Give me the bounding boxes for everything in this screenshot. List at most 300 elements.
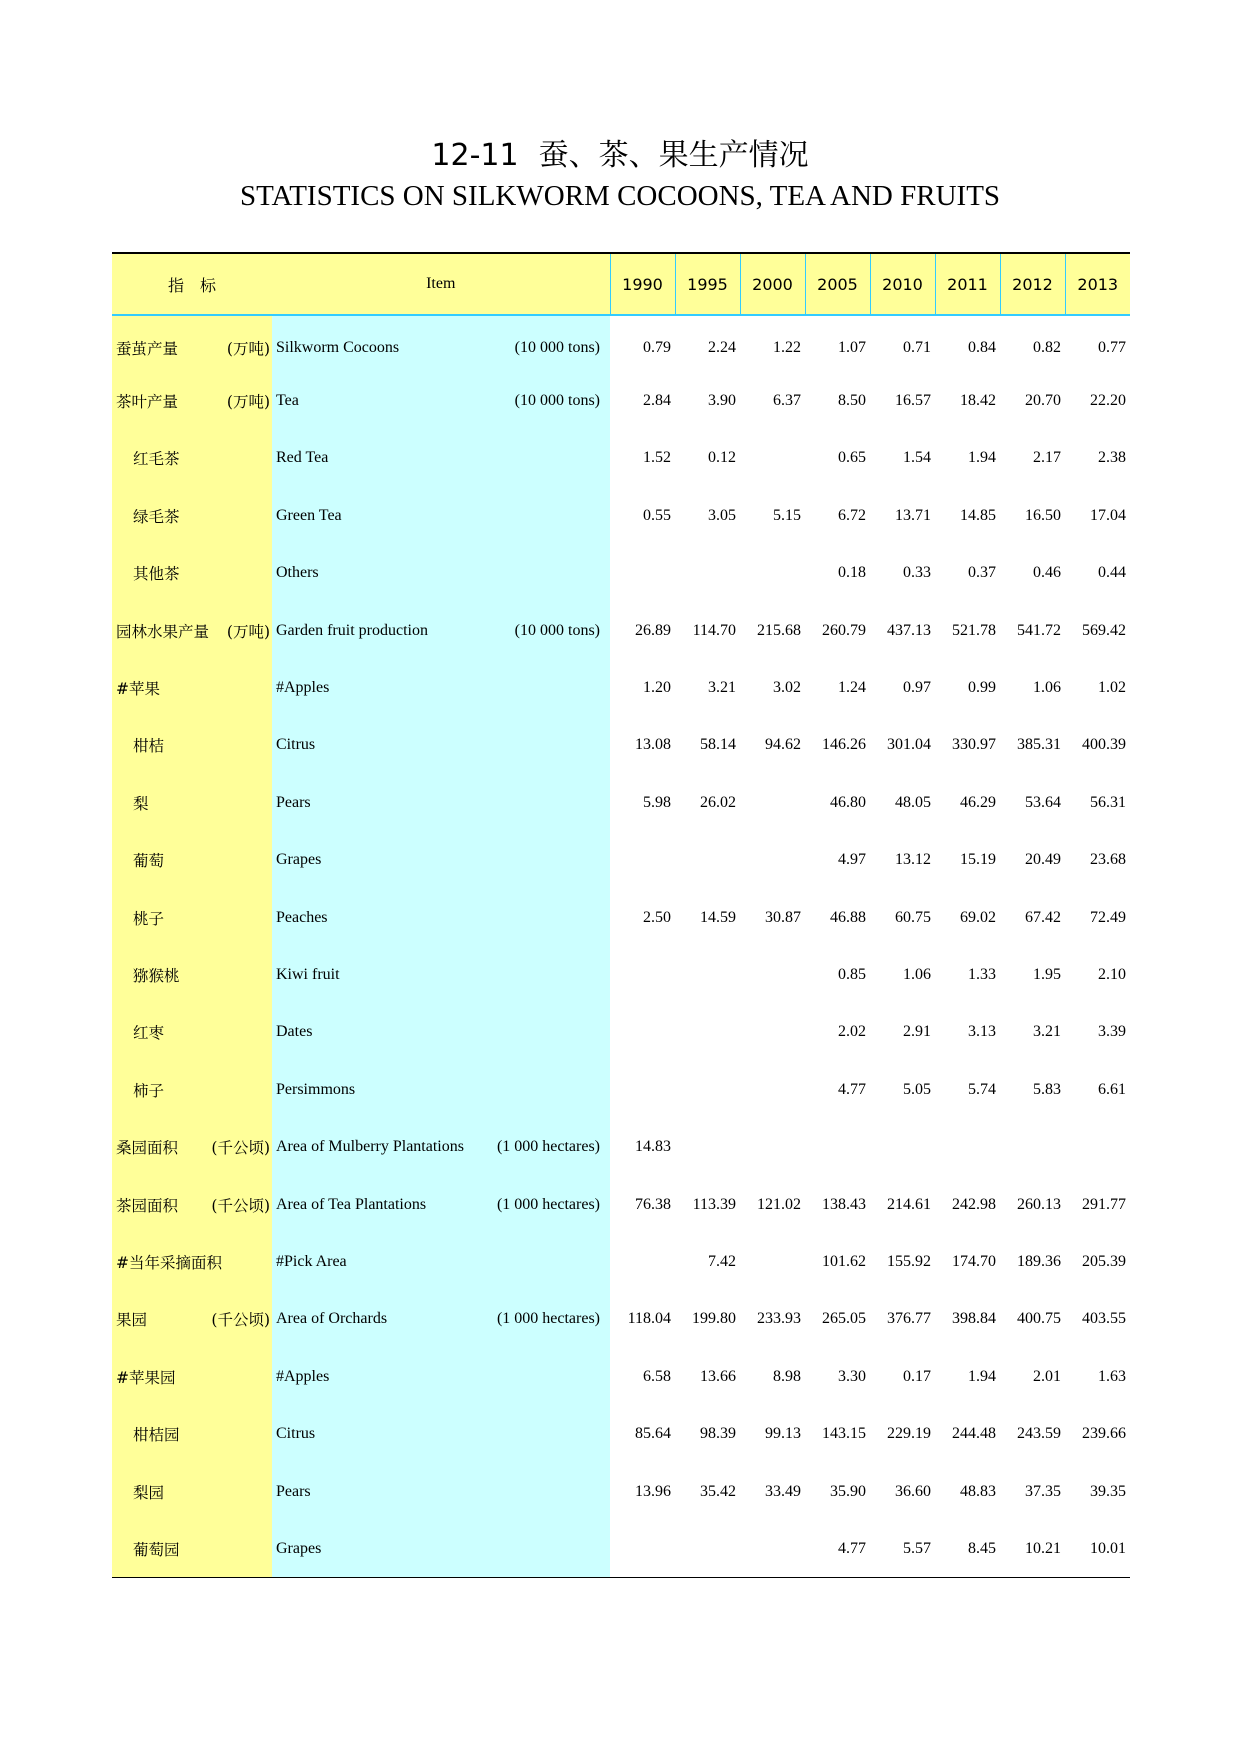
value-cell: 118.04	[627, 1310, 671, 1328]
table-row	[112, 545, 1130, 602]
value-cell: 2.84	[643, 392, 671, 410]
header-item: Item	[272, 253, 610, 315]
value-cell	[675, 1118, 740, 1175]
value-cell: 239.66	[1082, 1425, 1126, 1443]
indicator-zh-label: 其他茶	[133, 565, 180, 584]
value-cell: 2.10	[1098, 965, 1126, 983]
value-cell: 5.98	[643, 793, 671, 811]
value-cell: 541.72	[1017, 621, 1061, 639]
indicator-zh-label: 茶叶产量	[116, 393, 179, 412]
item-en-cell	[272, 1004, 610, 1061]
value-cell: 1.22	[773, 338, 801, 356]
value-cell: 0.44	[1098, 564, 1126, 582]
indicator-zh-cell	[112, 832, 272, 889]
value-cell	[675, 1061, 740, 1118]
item-en-unit: (10 000 tons)	[514, 621, 600, 639]
table-row	[112, 717, 1130, 774]
indicator-zh-unit: (千公顷)	[211, 1139, 270, 1158]
value-cell: 10.01	[1065, 1520, 1130, 1577]
indicator-zh-cell	[112, 315, 272, 372]
table-row	[112, 1061, 1130, 1118]
value-cell	[740, 430, 805, 487]
value-cell	[740, 1061, 805, 1118]
item-en-label: Area of Orchards	[276, 1310, 388, 1328]
value-cell: 260.13	[1017, 1195, 1061, 1213]
value-cell: 13.12	[895, 851, 931, 869]
value-cell: 48.83	[960, 1482, 996, 1500]
value-cell	[610, 1004, 675, 1061]
value-cell: 0.71	[903, 338, 931, 356]
value-cell: 1.06	[903, 965, 931, 983]
indicator-zh-cell	[112, 372, 272, 429]
value-cell: 0.18	[838, 564, 866, 582]
value-cell: 8.45	[935, 1520, 1000, 1577]
value-cell: 53.64	[1025, 793, 1061, 811]
header-year: 1995	[675, 253, 740, 315]
value-cell: 67.42	[1025, 908, 1061, 926]
value-cell: 16.50	[1025, 506, 1061, 524]
value-cell: 0.82	[1033, 338, 1061, 356]
value-cell: 301.04	[887, 736, 931, 754]
value-cell: 244.48	[952, 1425, 996, 1443]
value-cell: 3.30	[838, 1367, 866, 1385]
indicator-zh-label: #当年采摘面积	[116, 1253, 222, 1272]
value-cell: 113.39	[692, 1195, 736, 1213]
value-cell: 3.02	[773, 679, 801, 697]
value-cell: 0.12	[708, 449, 736, 467]
table-row	[112, 1004, 1130, 1061]
value-cell: 18.42	[960, 392, 996, 410]
value-cell: 60.75	[895, 908, 931, 926]
value-cell: 2.38	[1098, 449, 1126, 467]
value-cell: 242.98	[952, 1195, 996, 1213]
table-row	[112, 372, 1130, 429]
item-en-cell	[272, 1176, 610, 1233]
item-en-label: Area of Tea Plantations	[276, 1195, 427, 1213]
value-cell: 114.70	[692, 621, 736, 639]
indicator-zh-label: 柑桔	[133, 737, 165, 756]
value-cell: 121.02	[757, 1195, 801, 1213]
value-cell: 13.71	[895, 506, 931, 524]
value-cell: 0.99	[968, 679, 996, 697]
item-en-label: #Pick Area	[276, 1252, 347, 1270]
table-row	[112, 1291, 1130, 1348]
value-cell: 155.92	[887, 1252, 931, 1270]
value-cell: 1.24	[838, 679, 866, 697]
table-row	[112, 487, 1130, 544]
item-en-cell	[272, 889, 610, 946]
value-cell	[610, 545, 675, 602]
value-cell	[675, 1520, 740, 1577]
value-cell: 30.87	[765, 908, 801, 926]
value-cell: 2.01	[1033, 1367, 1061, 1385]
value-cell: 35.90	[830, 1482, 866, 1500]
value-cell	[740, 545, 805, 602]
item-en-unit: (1 000 hectares)	[496, 1138, 600, 1156]
indicator-zh-label: #苹果	[116, 680, 160, 699]
item-en-cell	[272, 430, 610, 487]
value-cell: 8.98	[773, 1367, 801, 1385]
indicator-zh-label: 红毛茶	[133, 450, 180, 469]
indicator-zh-label: 葡萄园	[133, 1540, 180, 1559]
value-cell: 2.91	[903, 1023, 931, 1041]
indicator-zh-label: 猕猴桃	[133, 966, 180, 985]
item-en-label: Silkworm Cocoons	[276, 339, 400, 357]
value-cell: 4.77	[805, 1520, 870, 1577]
value-cell: 17.04	[1090, 506, 1126, 524]
indicator-zh-label: 柿子	[133, 1081, 165, 1100]
indicator-zh-cell	[112, 946, 272, 1003]
value-cell: 0.97	[903, 679, 931, 697]
value-cell	[610, 1061, 675, 1118]
item-en-label: Citrus	[276, 1425, 316, 1443]
header-year: 2013	[1065, 253, 1130, 315]
indicator-zh-cell	[112, 1405, 272, 1462]
indicator-zh-unit: (千公顷)	[211, 1196, 270, 1215]
value-cell	[740, 1233, 805, 1290]
value-cell: 23.68	[1090, 851, 1126, 869]
value-cell: 10.21	[1000, 1520, 1065, 1577]
item-en-label: Peaches	[276, 908, 328, 926]
value-cell: 1.20	[643, 679, 671, 697]
value-cell: 437.13	[887, 621, 931, 639]
table-row	[112, 1463, 1130, 1520]
indicator-zh-cell	[112, 1233, 272, 1290]
indicator-zh-cell	[112, 487, 272, 544]
value-cell: 46.80	[830, 793, 866, 811]
item-en-cell	[272, 487, 610, 544]
indicator-zh-cell	[112, 1004, 272, 1061]
indicator-zh-label: 绿毛茶	[133, 507, 180, 526]
value-cell: 3.39	[1098, 1023, 1126, 1041]
table-row	[112, 1348, 1130, 1405]
value-cell: 205.39	[1082, 1252, 1126, 1270]
value-cell: 33.49	[765, 1482, 801, 1500]
value-cell: 0.85	[838, 965, 866, 983]
value-cell: 1.94	[968, 1367, 996, 1385]
value-cell	[610, 1520, 675, 1577]
item-en-cell	[272, 1405, 610, 1462]
indicator-zh-label: 园林水果产量	[116, 622, 210, 641]
item-en-label: Citrus	[276, 736, 316, 754]
value-cell: 7.42	[708, 1252, 736, 1270]
value-cell: 94.62	[765, 736, 801, 754]
item-en-unit: (1 000 hectares)	[496, 1310, 600, 1328]
value-cell: 521.78	[952, 621, 996, 639]
value-cell	[675, 946, 740, 1003]
value-cell	[740, 946, 805, 1003]
value-cell: 1.95	[1033, 965, 1061, 983]
value-cell: 6.72	[838, 506, 866, 524]
value-cell: 229.19	[887, 1425, 931, 1443]
table-row	[112, 1118, 1130, 1175]
value-cell: 214.61	[887, 1195, 931, 1213]
value-cell	[740, 1118, 805, 1175]
value-cell: 376.77	[887, 1310, 931, 1328]
indicator-zh-label: #苹果园	[116, 1368, 176, 1387]
item-en-cell	[272, 832, 610, 889]
table-row	[112, 1233, 1130, 1290]
page-title-chinese	[0, 130, 1240, 174]
header-year: 2000	[740, 253, 805, 315]
header-zh-char-1: 指	[167, 275, 184, 295]
indicator-zh-cell	[112, 1118, 272, 1175]
item-en-cell	[272, 1233, 610, 1290]
value-cell: 1.52	[643, 449, 671, 467]
item-en-cell	[272, 1463, 610, 1520]
value-cell: 14.83	[635, 1138, 671, 1156]
value-cell: 39.35	[1090, 1482, 1126, 1500]
header-year: 2010	[870, 253, 935, 315]
indicator-zh-label: 葡萄	[133, 852, 165, 871]
header-year: 1990	[610, 253, 675, 315]
item-en-cell	[272, 946, 610, 1003]
value-cell: 1.63	[1098, 1367, 1126, 1385]
indicator-zh-cell	[112, 1176, 272, 1233]
value-cell: 69.02	[960, 908, 996, 926]
value-cell	[1000, 1118, 1065, 1175]
table-row	[112, 832, 1130, 889]
header-year: 2005	[805, 253, 870, 315]
item-en-unit: (10 000 tons)	[514, 339, 600, 357]
indicator-zh-label: 梨	[133, 794, 149, 813]
value-cell: 0.17	[903, 1367, 931, 1385]
value-cell: 76.38	[635, 1195, 671, 1213]
item-en-label: #Apples	[276, 1367, 330, 1385]
item-en-unit: (1 000 hectares)	[496, 1195, 600, 1213]
value-cell: 99.13	[765, 1425, 801, 1443]
value-cell: 35.42	[700, 1482, 736, 1500]
value-cell: 20.49	[1025, 851, 1061, 869]
indicator-zh-cell	[112, 430, 272, 487]
value-cell: 101.62	[822, 1252, 866, 1270]
value-cell: 0.55	[643, 506, 671, 524]
value-cell: 138.43	[822, 1195, 866, 1213]
indicator-zh-unit: (千公顷)	[211, 1311, 270, 1330]
indicator-zh-label: 梨园	[133, 1483, 165, 1502]
item-en-cell	[272, 1118, 610, 1175]
item-en-cell	[272, 372, 610, 429]
value-cell: 14.59	[700, 908, 736, 926]
header-year: 2011	[935, 253, 1000, 315]
indicator-zh-label: 柑桔园	[133, 1426, 180, 1445]
value-cell: 5.83	[1033, 1080, 1061, 1098]
indicator-zh-cell	[112, 545, 272, 602]
value-cell: 199.80	[692, 1310, 736, 1328]
table-row	[112, 602, 1130, 659]
item-en-cell	[272, 545, 610, 602]
table-row	[112, 1176, 1130, 1233]
value-cell: 6.58	[643, 1367, 671, 1385]
table-row	[112, 774, 1130, 831]
indicator-zh-unit: (万吨)	[226, 340, 270, 359]
value-cell: 4.77	[838, 1080, 866, 1098]
indicator-zh-cell	[112, 659, 272, 716]
indicator-zh-cell	[112, 717, 272, 774]
value-cell: 46.88	[830, 908, 866, 926]
value-cell: 233.93	[757, 1310, 801, 1328]
value-cell: 2.24	[708, 338, 736, 356]
value-cell: 3.21	[1033, 1023, 1061, 1041]
value-cell: 291.77	[1082, 1195, 1126, 1213]
item-en-label: Others	[276, 564, 319, 582]
header-row	[112, 253, 1130, 315]
value-cell: 5.15	[773, 506, 801, 524]
value-cell: 8.50	[838, 392, 866, 410]
table-row	[112, 1520, 1130, 1577]
value-cell: 13.08	[635, 736, 671, 754]
item-en-cell	[272, 1348, 610, 1405]
item-en-cell	[272, 1061, 610, 1118]
value-cell: 98.39	[700, 1425, 736, 1443]
table-row	[112, 889, 1130, 946]
value-cell: 403.55	[1082, 1310, 1126, 1328]
indicator-zh-cell	[112, 1463, 272, 1520]
value-cell	[740, 832, 805, 889]
value-cell: 243.59	[1017, 1425, 1061, 1443]
value-cell	[740, 1004, 805, 1061]
value-cell	[610, 1233, 675, 1290]
item-en-label: Kiwi fruit	[276, 965, 340, 983]
item-en-label: Area of Mulberry Plantations	[276, 1138, 464, 1156]
value-cell: 3.21	[708, 679, 736, 697]
value-cell: 3.13	[968, 1023, 996, 1041]
item-en-cell	[272, 1520, 610, 1577]
indicator-zh-cell	[112, 1348, 272, 1405]
value-cell: 5.57	[870, 1520, 935, 1577]
value-cell: 56.31	[1090, 793, 1126, 811]
item-en-label: Tea	[276, 392, 299, 410]
item-en-label: Persimmons	[276, 1080, 356, 1098]
value-cell	[610, 946, 675, 1003]
indicator-zh-unit: (万吨)	[226, 393, 270, 412]
table-row	[112, 1405, 1130, 1462]
value-cell: 5.05	[903, 1080, 931, 1098]
value-cell	[870, 1118, 935, 1175]
value-cell: 398.84	[952, 1310, 996, 1328]
item-en-label: Grapes	[276, 1539, 322, 1557]
value-cell: 0.37	[968, 564, 996, 582]
table-row	[112, 430, 1130, 487]
value-cell: 1.54	[903, 449, 931, 467]
value-cell	[935, 1118, 1000, 1175]
value-cell: 14.85	[960, 506, 996, 524]
indicator-zh-label: 红枣	[133, 1024, 165, 1043]
value-cell: 72.49	[1090, 908, 1126, 926]
item-en-cell	[272, 1291, 610, 1348]
value-cell	[740, 774, 805, 831]
indicator-zh-unit: (万吨)	[226, 622, 270, 641]
item-en-cell	[272, 602, 610, 659]
value-cell: 1.33	[968, 965, 996, 983]
indicator-zh-label: 茶园面积	[116, 1196, 179, 1215]
item-en-label: Dates	[276, 1023, 313, 1041]
value-cell: 48.05	[895, 793, 931, 811]
item-en-label: Green Tea	[276, 506, 342, 524]
value-cell	[675, 1004, 740, 1061]
value-cell: 20.70	[1025, 392, 1061, 410]
value-cell: 58.14	[700, 736, 736, 754]
item-en-cell	[272, 717, 610, 774]
indicator-zh-cell	[112, 1291, 272, 1348]
value-cell: 143.15	[822, 1425, 866, 1443]
item-en-unit: (10 000 tons)	[514, 392, 600, 410]
value-cell: 3.90	[708, 392, 736, 410]
value-cell: 2.50	[643, 908, 671, 926]
value-cell: 37.35	[1025, 1482, 1061, 1500]
indicator-zh-cell	[112, 1061, 272, 1118]
value-cell: 85.64	[635, 1425, 671, 1443]
page-title-english: STATISTICS ON SILKWORM COCOONS, TEA AND FRUITS	[239, 180, 1001, 212]
item-en-cell	[272, 774, 610, 831]
value-cell: 6.61	[1098, 1080, 1126, 1098]
item-en-label: #Apples	[276, 679, 330, 697]
item-en-label: Garden fruit production	[276, 621, 428, 639]
value-cell: 265.05	[822, 1310, 866, 1328]
item-en-label: Pears	[276, 1482, 311, 1500]
value-cell: 260.79	[822, 621, 866, 639]
value-cell: 385.31	[1017, 736, 1061, 754]
indicator-zh-cell	[112, 1520, 272, 1577]
value-cell: 400.75	[1017, 1310, 1061, 1328]
value-cell: 2.17	[1033, 449, 1061, 467]
indicator-zh-cell	[112, 889, 272, 946]
value-cell: 0.84	[968, 338, 996, 356]
value-cell: 1.02	[1098, 679, 1126, 697]
header-zh-char-2: 标	[200, 275, 217, 295]
value-cell: 1.06	[1033, 679, 1061, 697]
value-cell: 36.60	[895, 1482, 931, 1500]
indicator-zh-label: 蚕茧产量	[116, 340, 179, 359]
title-chinese-text: 蚕、茶、果生产情况	[538, 138, 809, 173]
value-cell: 1.07	[838, 338, 866, 356]
header-year: 2012	[1000, 253, 1065, 315]
value-cell: 13.66	[700, 1367, 736, 1385]
value-cell: 0.77	[1098, 338, 1126, 356]
value-cell: 146.26	[822, 736, 866, 754]
value-cell	[675, 832, 740, 889]
value-cell: 0.79	[643, 338, 671, 356]
value-cell: 215.68	[757, 621, 801, 639]
value-cell: 26.89	[635, 621, 671, 639]
statistics-table	[112, 252, 1130, 1578]
item-en-label: Red Tea	[276, 449, 329, 467]
value-cell	[610, 832, 675, 889]
value-cell: 22.20	[1090, 392, 1126, 410]
value-cell: 569.42	[1082, 621, 1126, 639]
table-row	[112, 659, 1130, 716]
value-cell: 46.29	[960, 793, 996, 811]
indicator-zh-label: 桃子	[133, 909, 165, 928]
value-cell: 330.97	[952, 736, 996, 754]
value-cell: 4.97	[838, 851, 866, 869]
item-en-cell	[272, 659, 610, 716]
value-cell: 2.02	[838, 1023, 866, 1041]
table-row	[112, 315, 1130, 372]
table-row	[112, 946, 1130, 1003]
value-cell: 3.05	[708, 506, 736, 524]
value-cell: 174.70	[952, 1252, 996, 1270]
value-cell: 0.46	[1033, 564, 1061, 582]
value-cell: 15.19	[960, 851, 996, 869]
value-cell: 0.65	[838, 449, 866, 467]
indicator-zh-cell	[112, 774, 272, 831]
value-cell	[805, 1118, 870, 1175]
item-en-cell	[272, 315, 610, 372]
value-cell: 189.36	[1017, 1252, 1061, 1270]
value-cell: 5.74	[968, 1080, 996, 1098]
value-cell: 13.96	[635, 1482, 671, 1500]
